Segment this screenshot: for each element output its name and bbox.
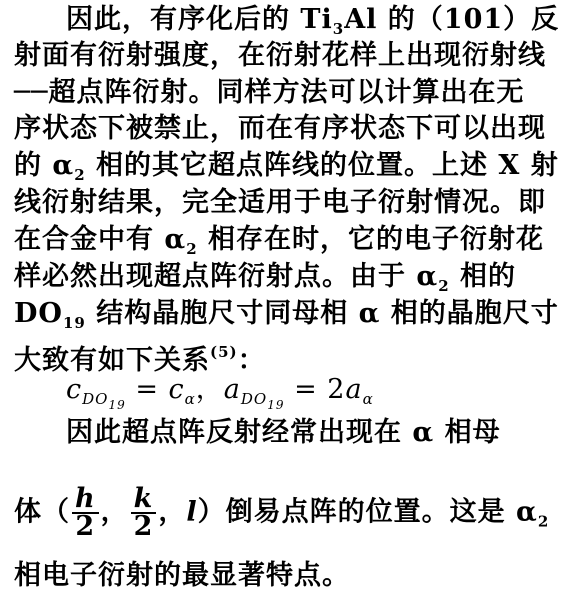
text-line-3: ──超点阵衍射。同样方法可以计算出在无 <box>14 77 525 108</box>
text-line-9: $DO_{19}$ 结构晶胞尺寸同母相 α 相的晶胞尺寸 <box>14 298 559 332</box>
text-line-8: 样必然出现超点阵衍射点。由于 $\alpha_2$ 相的 <box>14 261 517 295</box>
text-line-14: 相电子衍射的最显著特点。 <box>14 560 350 591</box>
text-line-10: 大致有如下关系$^{(5)}$： <box>14 343 266 376</box>
fraction-h-2: $\frac{h}{2}$ <box>72 486 99 540</box>
text-line-1: 因此，有序化后的 $Ti_3Al$ 的（101）反 <box>66 4 560 38</box>
fraction-k-2: $\frac{k}{2}$ <box>131 486 157 540</box>
text-line-12: 因此超点阵反射经常出现在 α 相母 <box>66 417 501 448</box>
lattice-equation: $c_{DO_{19}} = c_\alpha$，$a_{DO_{19}} = 2a_\alpha$ <box>66 374 374 412</box>
text-line-4: 序状态下被禁止，而在有序状态下可以出现 <box>14 113 546 144</box>
text-line-13: 体（ $\frac{h}{2}$ ， $\frac{k}{2}$ ，l）倒易点阵的位置。这是 $\alpha_2$ <box>14 483 550 542</box>
text-line-5: 的 $\alpha_2$ 相的其它超点阵线的位置。上述 X 射 <box>14 150 559 184</box>
text-line-6: 线衍射结果，完全适用于电子衍射情况。即 <box>14 187 546 218</box>
text-line-7: 在合金中有 $\alpha_2$ 相存在时，它的电子衍射花 <box>14 224 545 258</box>
text-line-2: 射面有衍射强度，在衍射花样上出现衍射线 <box>14 40 546 71</box>
